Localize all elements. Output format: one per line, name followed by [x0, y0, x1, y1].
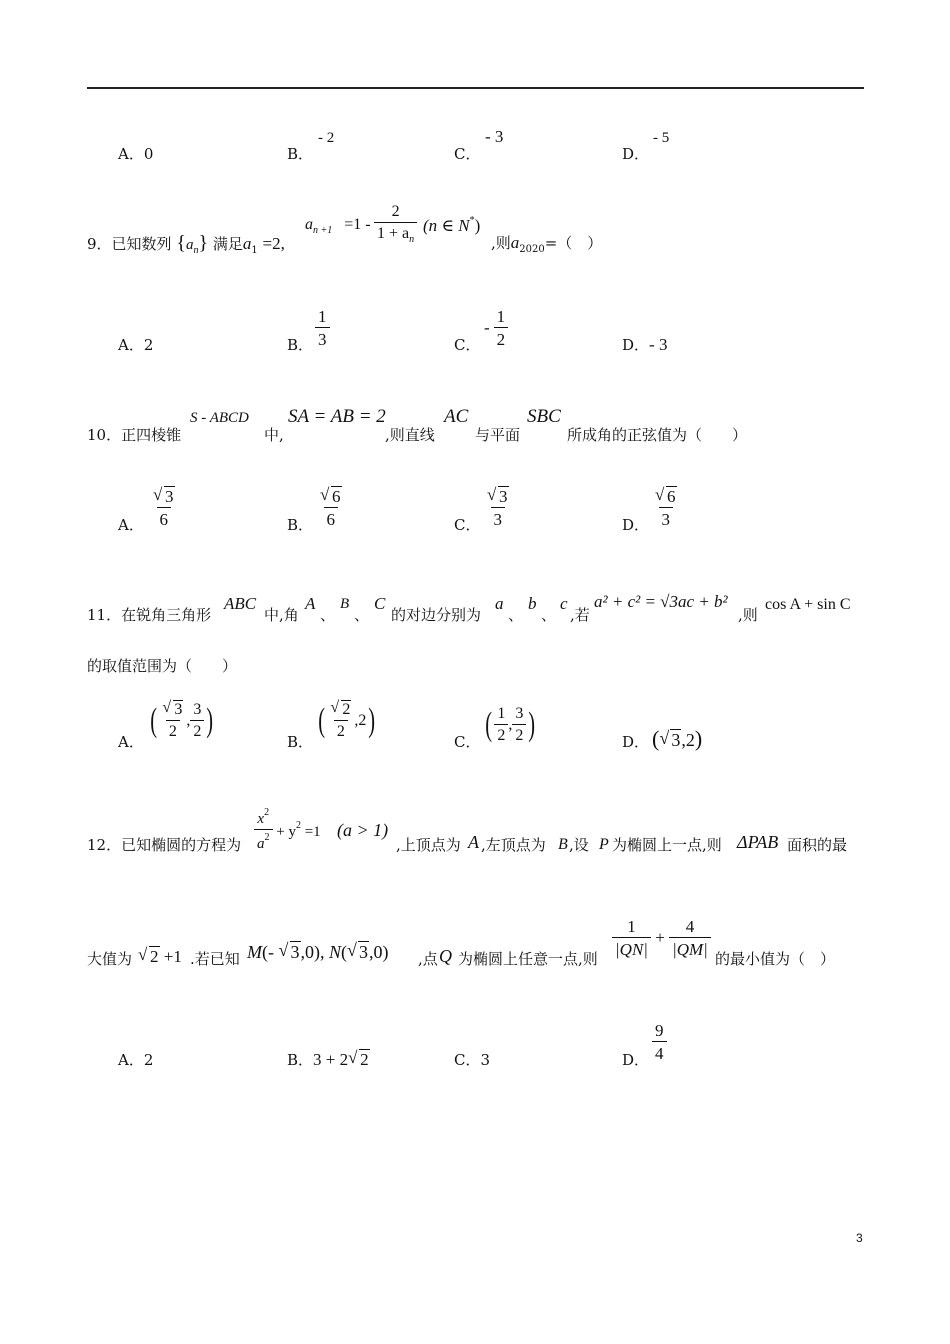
- q11-expression: cos A + sin C: [765, 596, 851, 613]
- q12-text8: ,点: [418, 950, 438, 968]
- q10-text3: ,则直线: [385, 426, 435, 444]
- q12-point-m: M(- √ 3,0), N( √ 3,0): [247, 940, 389, 962]
- q10-text4: 与平面: [475, 426, 521, 444]
- q10-option-a: A．: [118, 516, 144, 534]
- q11-option-d-value: ( √ 3,2): [652, 726, 703, 751]
- q12-option-d-value: $\frac{9}{4}$: [652, 1022, 667, 1062]
- q11-option-a-value: ( √ 3 2 , $\frac{3}{2}$ ): [150, 699, 214, 740]
- q11-stem-line2: 的取值范围为（ ）: [87, 657, 238, 675]
- q12-option-a: A．2: [118, 1051, 154, 1069]
- q11-condition: a² + c² = √3ac + b²: [594, 592, 728, 611]
- q11-angle-c: C: [374, 594, 386, 613]
- q12-option-c: C．3: [454, 1051, 491, 1069]
- q11-stem-start: 11．在锐角三角形: [87, 606, 212, 624]
- q12-text4: ,设: [569, 836, 589, 854]
- q9-option-a: A．2: [118, 336, 154, 354]
- q9-option-b-value: $\frac{1}{3}$: [315, 308, 330, 348]
- q11-option-b: B．: [287, 733, 314, 751]
- q12-triangle: ΔPAB: [737, 832, 779, 852]
- q12-point-b: B: [558, 836, 568, 853]
- q11-side-b: b: [528, 594, 537, 613]
- q11-text3: 的对边分别为: [391, 606, 482, 624]
- q10-plane: SBC: [527, 406, 561, 427]
- q8-option-d-value: - 5: [653, 130, 670, 146]
- q10-option-d: D．: [622, 516, 650, 534]
- q11-option-a: A．: [118, 733, 144, 751]
- q12-max-value: √ 2 +1: [138, 945, 182, 966]
- q10-condition: SA = AB = 2: [288, 406, 386, 427]
- q12-text10: 的最小值为（ ）: [715, 950, 836, 968]
- q11-side-a: a: [495, 594, 504, 613]
- q8-option-c: C．: [454, 145, 481, 163]
- q10-option-b: B．: [287, 516, 314, 534]
- q12-target-expression: $\frac{1}{|QN|}$ + $\frac{4}{|QM|}$: [612, 918, 711, 958]
- q11-option-d: D．: [622, 733, 650, 751]
- q9-fraction: $\frac{2}{1 + a_n}$: [374, 204, 417, 245]
- q10-option-c-value: √ 3 3: [487, 485, 508, 529]
- q12-option-b: B．3 + 2 √ 2: [287, 1048, 369, 1069]
- q10-pyramid: S - ABCD: [190, 410, 249, 426]
- q9-option-c-value: - $\frac{1}{2}$: [484, 308, 508, 348]
- q10-option-b-value: √ 6 6: [320, 485, 341, 529]
- q9-stem: 9．已知数列 $\{a_n\}$ 满足$a_1 =2$,: [87, 232, 285, 256]
- q11-angle-b: B: [340, 596, 350, 612]
- q12-text5: 为椭圆上一点,则: [612, 836, 722, 854]
- q12-text6: 面积的最: [787, 836, 848, 854]
- q12-condition: (a > 1): [337, 820, 389, 840]
- q9-condition: (n ∈ N*): [423, 215, 481, 235]
- q11-sep3: 、: [508, 606, 524, 624]
- q8-option-c-value: - 3: [485, 127, 504, 146]
- q10-line: AC: [444, 406, 469, 427]
- q12-text9: 为椭圆上任意一点,则: [458, 950, 598, 968]
- q11-sep1: 、: [320, 606, 336, 624]
- page-number: 3: [856, 1231, 863, 1245]
- q9-recurrence: $a_{n +1} =1$ -: [305, 216, 371, 236]
- q12-point-a: A: [468, 832, 479, 852]
- q12-text2: ,上顶点为: [396, 836, 461, 854]
- q10-option-c: C．: [454, 516, 481, 534]
- q12-text3: ,左顶点为: [481, 836, 546, 854]
- q10-text5: 所成角的正弦值为（ ）: [567, 426, 748, 444]
- q12-option-d: D．: [622, 1051, 650, 1069]
- q10-option-d-value: √ 6 3: [655, 485, 676, 529]
- q11-text4: ,若: [570, 606, 590, 624]
- q11-text2: 中,角: [264, 606, 299, 624]
- q12-ellipse-equation: $\frac{x^2}{a^2}$ + $y^2 =1$: [254, 808, 321, 852]
- q11-option-b-value: ( √ 2 2 ,2): [318, 699, 376, 740]
- q8-option-b-value: - 2: [318, 130, 335, 146]
- q12-stem-start: 12．已知椭圆的方程为: [87, 836, 242, 854]
- q10-text2: 中,: [264, 426, 284, 444]
- q8-option-d: D．: [622, 145, 650, 163]
- q11-option-c-value: ( $\frac{1}{2}$ , $\frac{3}{2}$ ): [485, 705, 536, 744]
- q12-text7: .若已知: [190, 950, 240, 968]
- q12-line2-start: 大值为: [87, 950, 133, 968]
- q10-option-a-value: √ 3 6: [153, 485, 174, 529]
- q12-point-p: P: [599, 836, 609, 853]
- q9-option-c: C．: [454, 336, 481, 354]
- q11-angle-a: A: [305, 594, 316, 613]
- q10-stem-start: 10．正四棱锥: [87, 426, 182, 444]
- q8-option-b: B．: [287, 145, 314, 163]
- q9-option-d: D．- 3: [622, 335, 668, 354]
- q11-option-c: C．: [454, 733, 481, 751]
- q11-sep2: 、: [354, 606, 370, 624]
- q11-triangle: ABC: [224, 594, 257, 613]
- q9-question: ,则$a_{2020}=$（ ）: [491, 233, 603, 255]
- q11-side-c: c: [560, 594, 568, 613]
- q8-option-a: A．0: [118, 145, 154, 163]
- q11-text5: ,则: [738, 606, 758, 624]
- q12-point-q: Q: [439, 946, 452, 966]
- q9-option-b: B．: [287, 336, 314, 354]
- q11-sep4: 、: [541, 606, 557, 624]
- header-rule: [87, 87, 864, 89]
